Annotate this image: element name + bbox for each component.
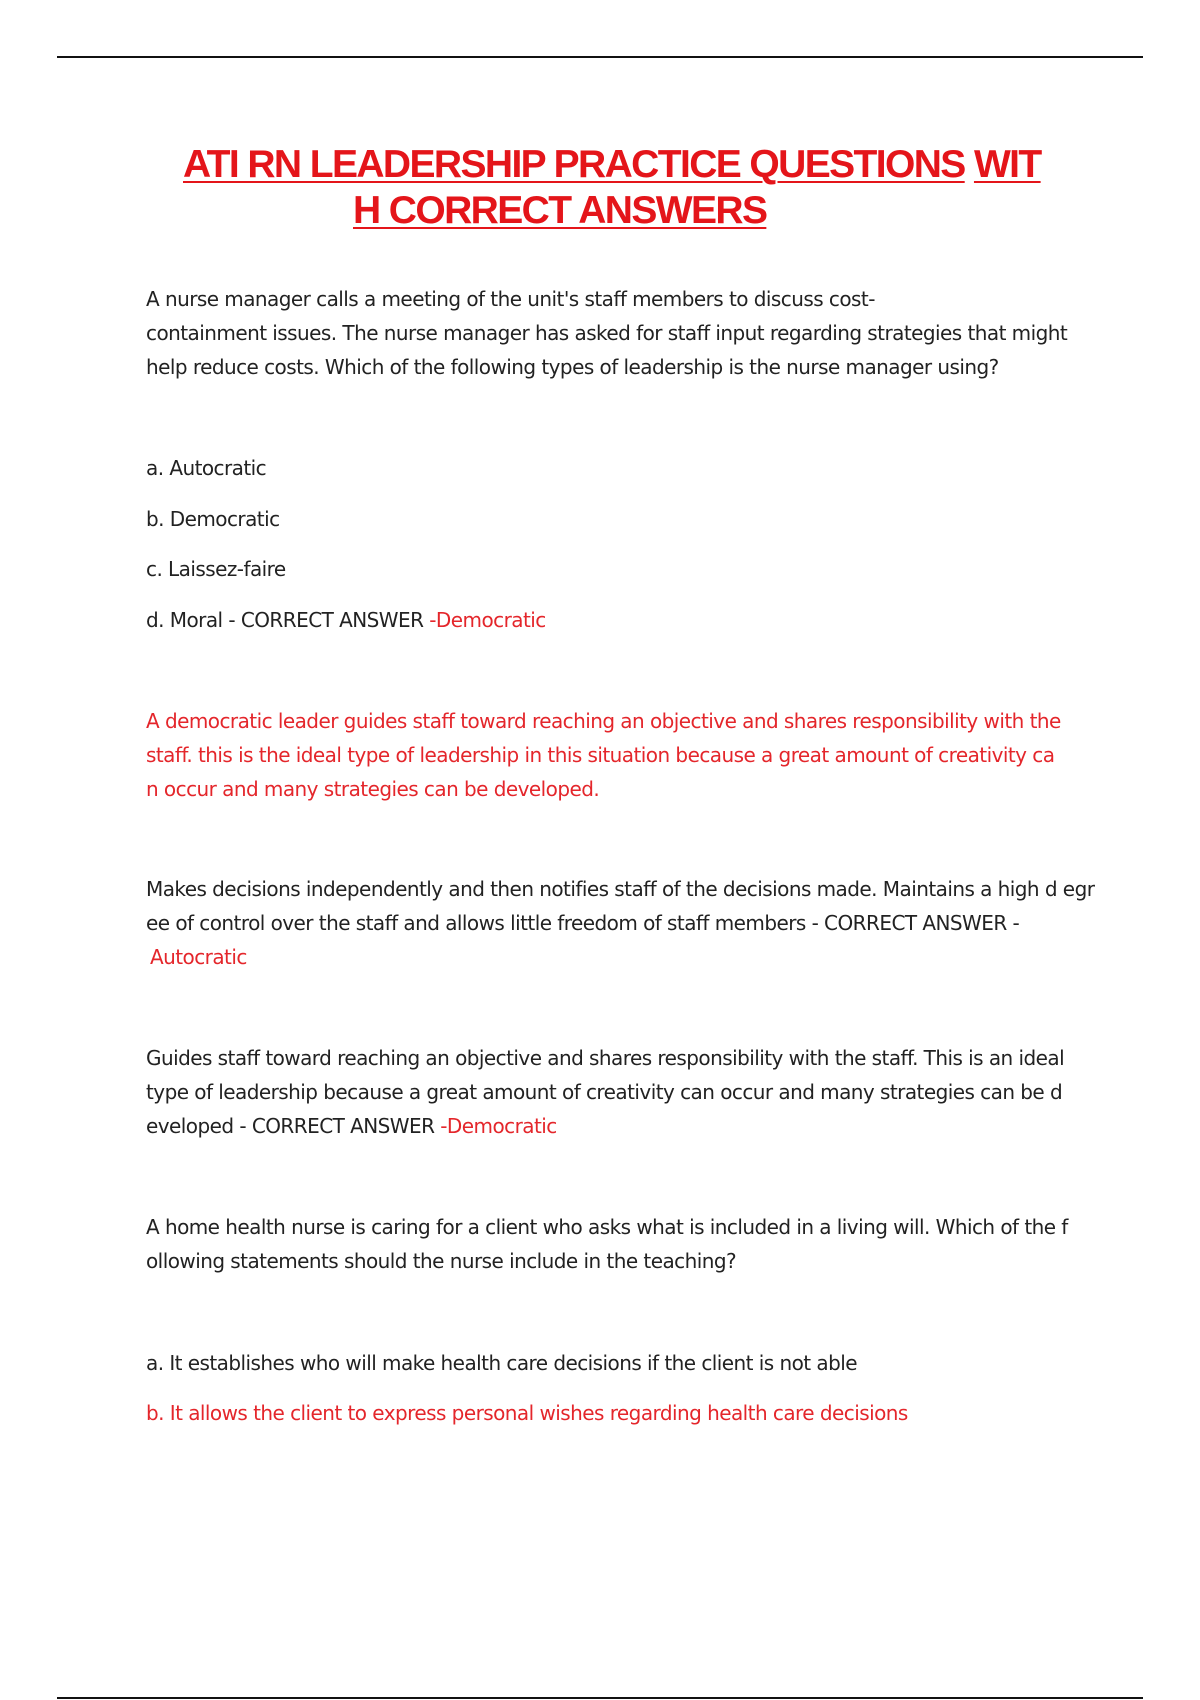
q4-stem-line: ollowing statements should the nurse include in the teaching? bbox=[146, 1249, 737, 1273]
top-rule bbox=[57, 56, 1143, 58]
q2-text bbox=[146, 872, 1136, 974]
q3-last-line: eveloped - CORRECT ANSWER bbox=[146, 1114, 441, 1138]
q4-option-a: a. It establishes who will make health care decisions if the client is not able bbox=[146, 1351, 857, 1375]
q1-stem-line: containment issues. The nurse manager has asked for staff input regarding strategies that might bbox=[146, 321, 1068, 345]
title-line-2: H CORRECT ANSWERS bbox=[353, 189, 767, 232]
q1-stem-line: A nurse manager calls a meeting of the unit's staff members to discuss cost- bbox=[146, 287, 875, 311]
q3-line: type of leadership because a great amount of creativity can occur and many strategies can be d bbox=[146, 1080, 1063, 1104]
q3-line: Guides staff toward reaching an objective and shares responsibility with the staff. This is an ideal bbox=[146, 1046, 1065, 1070]
q1-rationale bbox=[146, 704, 1136, 806]
q1-rationale-line: staff. this is the ideal type of leadership in this situation because a great amount of creativity ca bbox=[146, 743, 1055, 767]
q1-rationale-line: A democratic leader guides staff toward reaching an objective and shares responsibility with the bbox=[146, 709, 1061, 733]
q1-option-b: b. Democratic bbox=[146, 507, 280, 531]
q2-line: Makes decisions independently and then notifies staff of the decisions made. Maintains a high d egr bbox=[146, 877, 1095, 901]
title-line-1a: ATI RN LEADERSHIP PRACTICE QUESTIONS bbox=[183, 143, 965, 186]
title-line-1b: WIT bbox=[973, 143, 1041, 186]
q4-stem bbox=[146, 1210, 1136, 1278]
q1-answer: -Democratic bbox=[429, 608, 546, 632]
q1-stem bbox=[146, 282, 1136, 384]
q1-option-d-text: d. Moral - CORRECT ANSWER bbox=[146, 608, 430, 632]
q1-option-a: a. Autocratic bbox=[146, 456, 267, 480]
q1-stem-line: help reduce costs. Which of the following types of leadership is the nurse manager using? bbox=[146, 355, 999, 379]
q2-answer: Autocratic bbox=[150, 945, 247, 969]
q4-option-b: b. It allows the client to express personal wishes regarding health care decisions bbox=[146, 1401, 908, 1425]
q1-rationale-line: n occur and many strategies can be developed. bbox=[146, 777, 600, 801]
q3-text bbox=[146, 1041, 1136, 1143]
document-title bbox=[0, 142, 1200, 234]
q1-option-d bbox=[146, 603, 1136, 637]
bottom-rule bbox=[57, 1697, 1143, 1699]
q3-answer: -Democratic bbox=[440, 1114, 557, 1138]
q4-stem-line: A home health nurse is caring for a client who asks what is included in a living will. Which of the f bbox=[146, 1215, 1068, 1239]
q2-line: ee of control over the staff and allows little freedom of staff members - CORRECT ANSWER - bbox=[146, 911, 1020, 935]
q1-option-c: c. Laissez-faire bbox=[146, 557, 286, 581]
